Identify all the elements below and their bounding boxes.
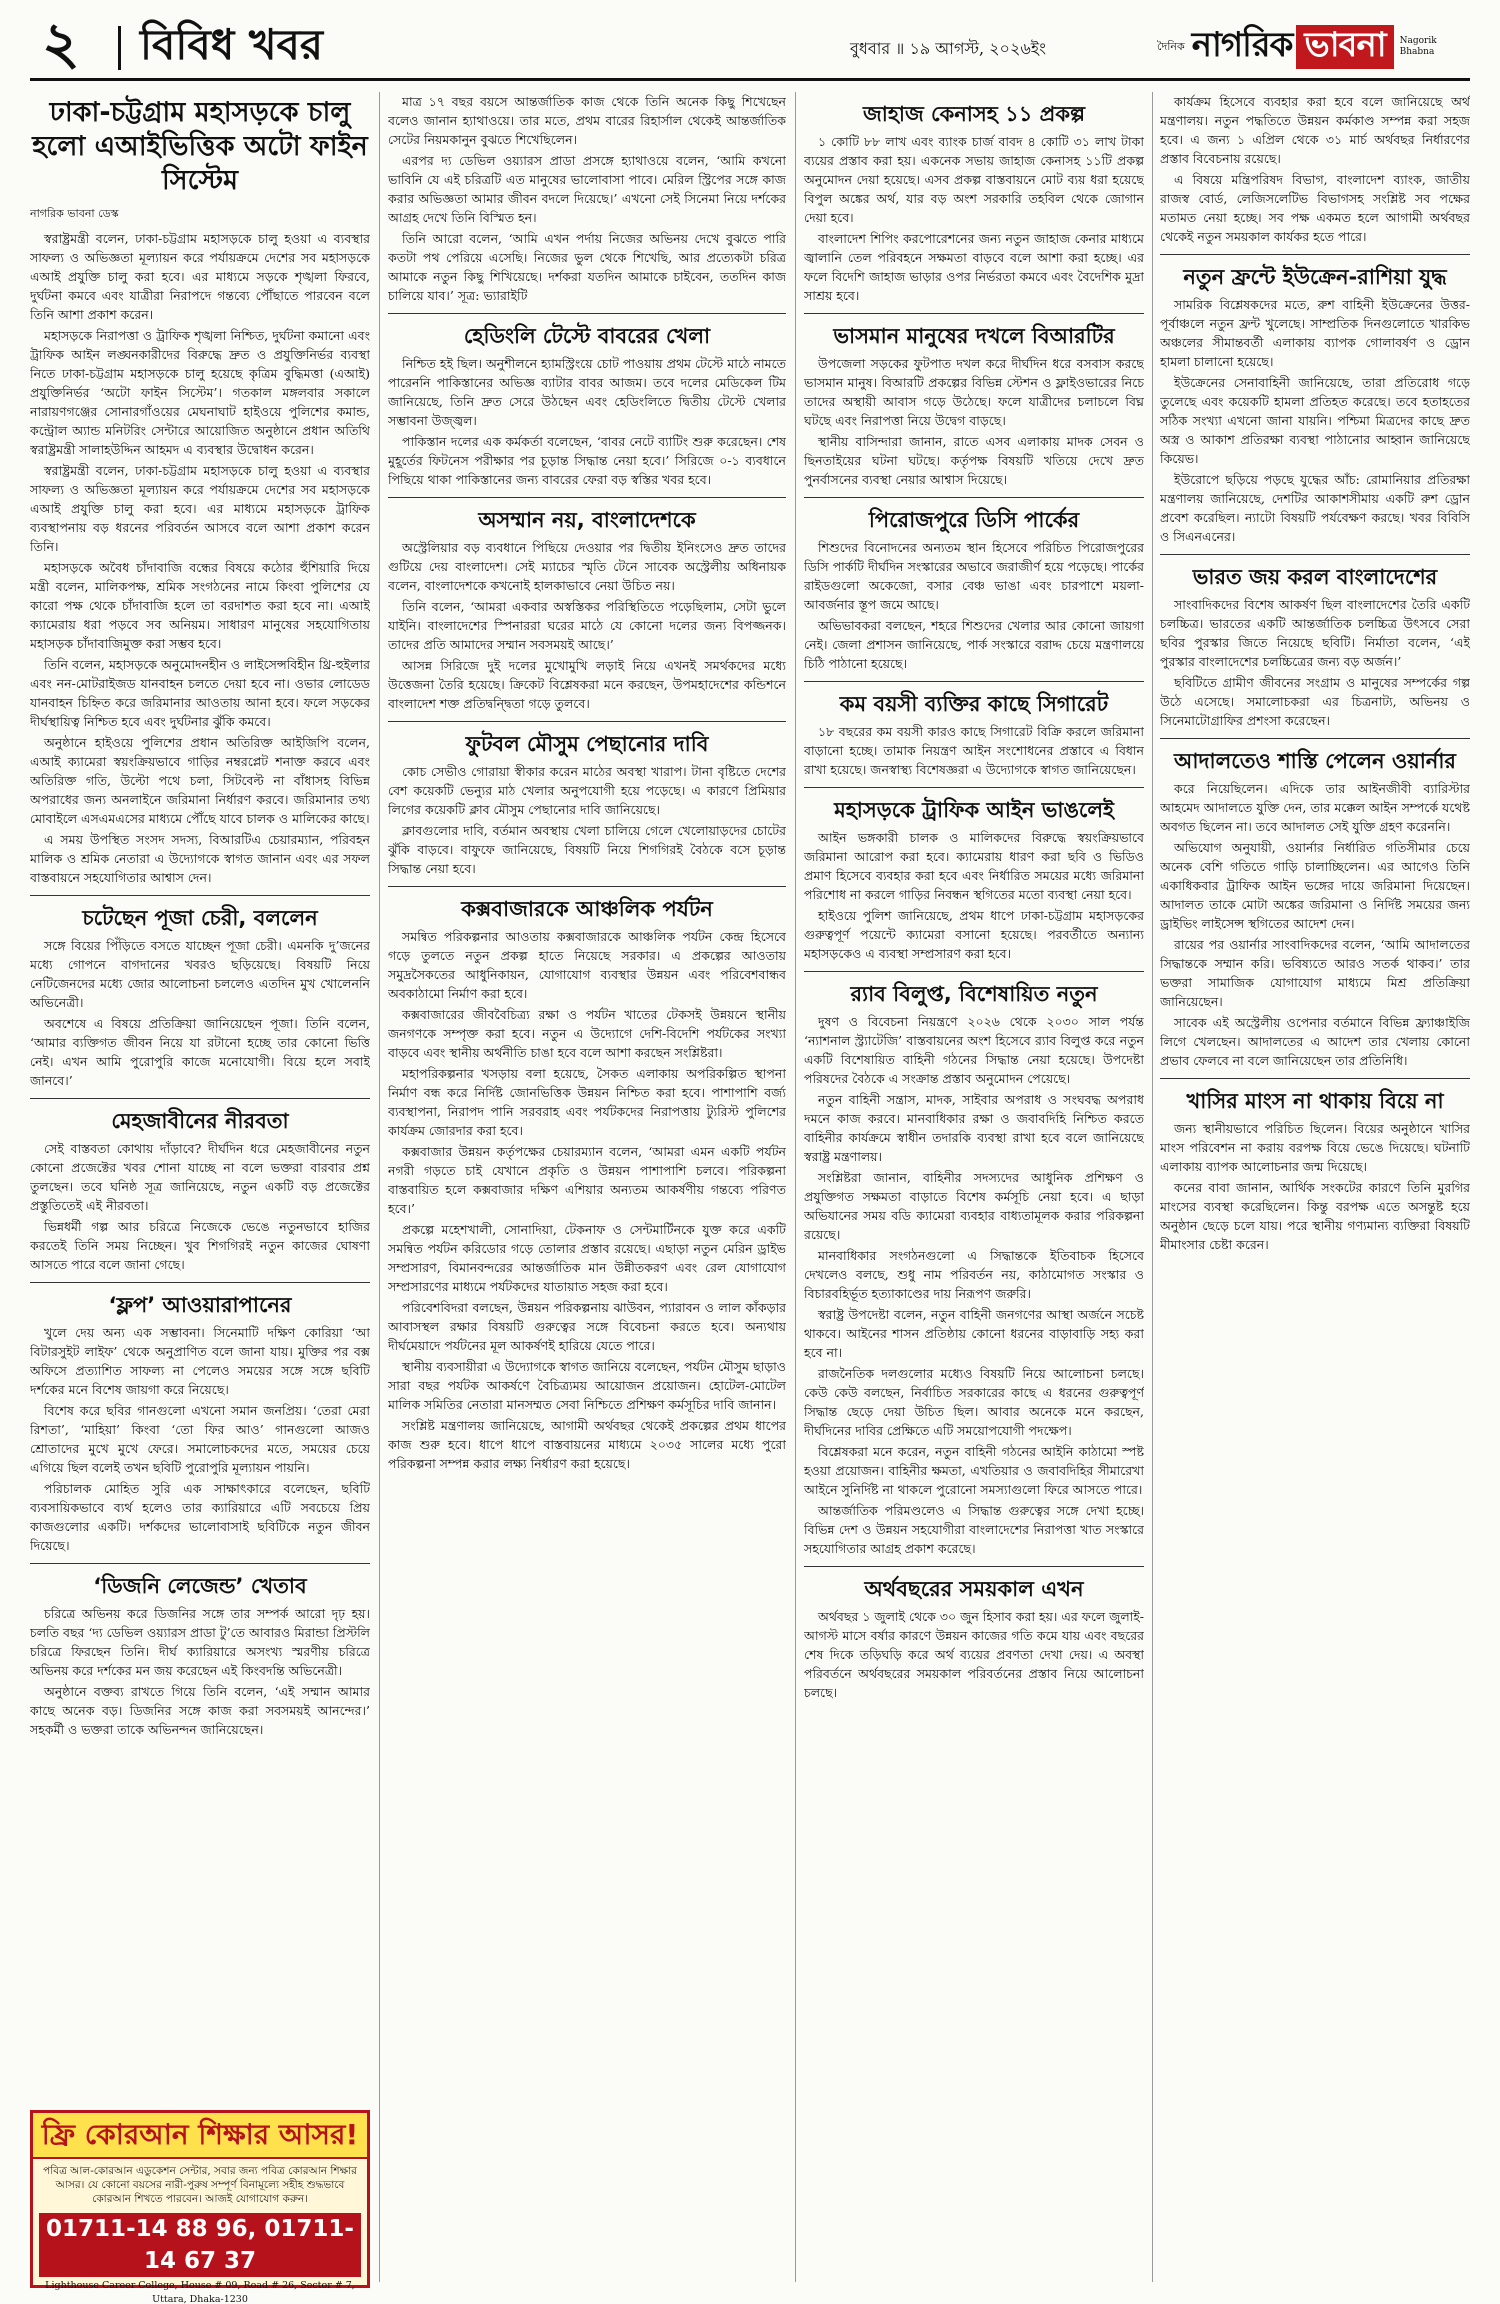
marriage-headline: খাসির মাংস না থাকায় বিয়ে না — [1186, 1089, 1444, 1113]
article-paragraph: দুষণ ও বিবেচনা নিয়ন্ত্রণে ২০২৬ থেকে ২০৩০ সাল পর্যন্ত ‘ন্যাশনাল স্ট্র্যাটেজি’ বাস্তবায়নের অংশ হিসেবে র‍্যাব বিলুপ্ত করে নতুন একটি বিশেষায়িত বাহিনী গঠনের সিদ্ধান্ত নেয়া হয়েছে। উপদেষ্টা পরিষদের বৈঠকে এ সংক্রান্ত প্রস্তাব অনুমোদন পেয়েছে। — [804, 1014, 1144, 1086]
article-paragraph: অভিভাবকরা বলছেন, শহরে শিশুদের খেলার আর কোনো জায়গা নেই। জেলা প্রশাসন জানিয়েছে, পার্ক সংস্কারে বরাদ্দ চেয়ে মন্ত্রণালয়ে চিঠি পাঠানো হয়েছে। — [804, 618, 1144, 671]
traffic-headline: মহাসড়কে ট্রাফিক আইন ভাঙলেই — [834, 798, 1114, 822]
column-1 — [30, 92, 370, 2282]
article-paragraph: আন্তর্জাতিক পরিমণ্ডলেও এ সিদ্ধান্ত গুরুত্বের সঙ্গে দেখা হচ্ছে। বিভিন্ন দেশ ও উন্নয়ন সহযোগীরা বাংলাদেশের নিরাপত্তা খাত সংস্কারে সহযোগিতার আগ্রহ প্রকাশ করেছে। — [804, 1503, 1144, 1556]
article-paragraph: স্বরাষ্ট্র উপদেষ্টা বলেন, নতুন বাহিনী জনগণের আস্থা অর্জনে সচেষ্ট থাকবে। আইনের শাসন প্রতিষ্ঠায় কোনো ধরনের বাড়াবাড়ি সহ্য করা হবে না। — [804, 1307, 1144, 1360]
ad-address: Lighthouse Career College, House # 09, Road # 26, Sector # 7, Uttara, Dhaka-1230 — [45, 2280, 355, 2304]
article-paragraph: আইন ভঙ্গকারী চালক ও মালিকদের বিরুদ্ধে স্বয়ংক্রিয়ভাবে জরিমানা আরোপ করা হবে। ক্যামেরায় ধারণ করা ছবি ও ভিডিও প্রমাণ হিসেবে ব্যবহার করা হবে এবং নির্ধারিত সময়ের মধ্যে জরিমানা পরিশোধ না করলে গাড়ির নিবন্ধন স্থগিতের মতো ব্যবস্থা নেয়া হবে। — [804, 830, 1144, 902]
logo-box-text: ভাবনা — [1296, 25, 1393, 69]
article-paragraph: তিনি আরো বলেন, ‘আমি এখন পর্দায় নিজের অভিনয় দেখে বুঝতে পারি কতটা পথ পেরিয়ে এসেছি। নিজের ভুল থেকে শিখেছি, আর প্রত্যেকটা চরিত্র আমাকে নতুন কিছু শিখিয়েছে। দর্শকরা যতদিন আমাকে চাইবেন, ততদিন কাজ চালিয়ে যাব।’ সূত্র: ভ্যারাইটি — [388, 231, 786, 303]
bhasman-headline: ভাসমান মানুষের দখলে বিআরটির — [833, 324, 1115, 348]
article-paragraph: জন্য স্থানীয়ভাবে পরিচিত ছিলেন। বিয়ের অনুষ্ঠানে খাসির মাংস পরিবেশন না করায় বরপক্ষ বিয়ে ভেঙে দিয়েছে। ঘটনাটি এলাকায় ব্যাপক আলোচনার জন্ম দিয়েছে। — [1160, 1121, 1470, 1174]
article-paragraph: ভিন্নধর্মী গল্প আর চরিত্রে নিজেকে ভেঙে নতুনভাবে হাজির করতেই তিনি সময় নিচ্ছেন। খুব শিগগিরই নতুন কাজের ঘোষণা আসতে পারে বলে জানা গেছে। — [30, 1219, 370, 1272]
lead-headline: ঢাকা-চট্টগ্রাম মহাসড়কে চালু হলো এআইভিত্তিক অটো ফাইন সিস্টেম — [32, 97, 368, 196]
cigarette-headline: কম বয়সী ব্যক্তির কাছে সিগারেট — [839, 692, 1109, 716]
article-paragraph: পরিচালক মোহিত সুরি এক সাক্ষাৎকারে বলেছেন, ছবিটি ব্যবসায়িকভাবে ব্যর্থ হলেও তার ক্যারিয়ারে এটি সবচেয়ে প্রিয় কাজগুলোর একটি। দর্শকদের ভালোবাসাই ছবিটিকে নতুন জীবন দিয়েছে। — [30, 1481, 370, 1553]
football-headline: ফুটবল মৌসুম পেছানোর দাবি — [465, 732, 709, 756]
article-paragraph: এরপর দ্য ডেভিল ওয়্যারস প্রাডা প্রসঙ্গে হ্যাথাওয়ে বলেন, ‘আমি কখনো ভাবিনি যে এই চরিত্রটি এত মানুষের ভালোবাসা পাবে। মেরিল স্ট্রিপের সঙ্গে কাজ করার অভিজ্ঞতা আমার জীবন বদলে দিয়েছে।’ এখনো সেই সিনেমা নিয়ে দর্শকের আগ্রহ দেখে তিনি বিস্মিত হন। — [388, 153, 786, 225]
coxsbazar-headline: কক্সবাজারকে আঞ্চলিক পর্যটন — [461, 897, 713, 921]
article-paragraph: ১৮ বছরের কম বয়সী কারও কাছে সিগারেট বিক্রি করলে জরিমানা বাড়ানো হচ্ছে। তামাক নিয়ন্ত্রণ আইন সংশোধনের প্রস্তাবে এ বিধান রাখা হয়েছে। জনস্বাস্থ্য বিশেষজ্ঞরা এ উদ্যোগকে স্বাগত জানিয়েছেন। — [804, 724, 1144, 777]
article-paragraph: কনের বাবা জানান, আর্থিক সংকটের কারণে তিনি মুরগির মাংসের ব্যবস্থা করেছিলেন। কিন্তু বরপক্ষ এতে অসন্তুষ্ট হয়ে অনুষ্ঠান ছেড়ে চলে যায়। পরে স্থানীয় গণ্যমান্য ব্যক্তিরা বিষয়টি মীমাংসার চেষ্টা করেন। — [1160, 1180, 1470, 1252]
article-paragraph: সামরিক বিশ্লেষকদের মতে, রুশ বাহিনী ইউক্রেনের উত্তর-পূর্বাঞ্চলে নতুন ফ্রন্ট খুলেছে। সাম্প্রতিক দিনগুলোতে খারকিভ অঞ্চলের সীমান্তবর্তী এলাকায় ব্যাপক গোলাবর্ষণ ও ড্রোন হামলা চালানো হয়েছে। — [1160, 297, 1470, 369]
article-separator — [804, 497, 1144, 498]
article-paragraph: অস্ট্রেলিয়ার বড় ব্যবধানে পিছিয়ে দেওয়ার পর দ্বিতীয় ইনিংসেও দ্রুত তাদের গুটিয়ে দেয় বাংলাদেশ। সেই ম্যাচের স্মৃতি টেনে সাবেক অস্ট্রেলীয় অধিনায়ক বলেন, বাংলাদেশকে কখনোই হালকাভাবে নেয়া উচিত নয়। — [388, 540, 786, 593]
article-paragraph: বিশ্লেষকরা মনে করেন, নতুন বাহিনী গঠনের আইনি কাঠামো স্পষ্ট হওয়া প্রয়োজন। বাহিনীর ক্ষমতা, এখতিয়ার ও জবাবদিহির সীমারেখা আইনে সুনির্দিষ্ট না থাকলে পুরোনো সমস্যাগুলো ফিরে আসতে পারে। — [804, 1444, 1144, 1497]
article-paragraph: ইউক্রেনের সেনাবাহিনী জানিয়েছে, তারা প্রতিরোধ গড়ে তুলেছে এবং কয়েকটি হামলা প্রতিহত করেছে। তবে হতাহতের সঠিক সংখ্যা এখনো জানা যায়নি। পশ্চিমা মিত্রদের কাছে দ্রুত অস্ত্র ও আকাশ প্রতিরক্ষা ব্যবস্থা পাঠানোর আহ্বান জানিয়েছে কিয়েভ। — [1160, 375, 1470, 466]
article-paragraph: বাংলাদেশ শিপিং করপোরেশনের জন্য নতুন জাহাজ কেনার মাধ্যমে জ্বালানি তেল পরিবহনে সক্ষমতা বাড়বে বলে আশা করা হচ্ছে। এর ফলে বিদেশি জাহাজ ভাড়ার ওপর নির্ভরতা কমবে এবং বৈদেশিক মুদ্রা সাশ্রয় হবে। — [804, 231, 1144, 303]
column-divider — [379, 92, 380, 2282]
article-paragraph: স্বরাষ্ট্রমন্ত্রী বলেন, ঢাকা-চট্টগ্রাম মহাসড়কে চালু হওয়া এ ব্যবস্থার সাফল্য ও অভিজ্ঞতা মূল্যায়ন করে পর্যায়ক্রমে দেশের সব মহাসড়কে এআই প্রযুক্তি চালু করা হবে। এর মাধ্যমে মহাসড়কে ট্রাফিক ব্যবস্থাপনায় বড় ধরনের পরিবর্তন আসবে বলে আশা প্রকাশ করেন তিনি। — [30, 463, 370, 554]
article-paragraph: কক্সবাজারের জীববৈচিত্র্য রক্ষা ও পর্যটন খাতের টেকসই উন্নয়নে স্থানীয় জনগণকে সম্পৃক্ত করা হবে। নতুন এ উদ্যোগে দেশি-বিদেশি পর্যটকের সংখ্যা বাড়বে এবং স্থানীয় অর্থনীতি চাঙা হবে বলে আশা করছেন সংশ্লিষ্টরা। — [388, 1007, 786, 1060]
column-divider — [1152, 92, 1153, 2282]
article-paragraph: আসন্ন সিরিজে দুই দলের মুখোমুখি লড়াই নিয়ে এখনই সমর্থকদের মধ্যে উত্তেজনা তৈরি হয়েছে। ক্রিকেট বিশ্লেষকরা মনে করছেন, উপমহাদেশের কন্ডিশনে বাংলাদেশ শক্ত প্রতিদ্বন্দ্বিতা গড়ে তুলবে। — [388, 658, 786, 711]
article-paragraph: ইউরোপে ছড়িয়ে পড়ছে যুদ্ধের আঁচ: রোমানিয়ার প্রতিরক্ষা মন্ত্রণালয় জানিয়েছে, দেশটির আকাশসীমায় একটি রুশ ড্রোন প্রবেশ করেছিল। ন্যাটো বিষয়টি পর্যবেক্ষণ করছে। খবর বিবিসি ও সিএনএনের। — [1160, 472, 1470, 544]
article-paragraph: ক্লাবগুলোর দাবি, বর্তমান অবস্থায় খেলা চালিয়ে গেলে খেলোয়াড়দের চোটের ঝুঁকি বাড়বে। বাফুফে জানিয়েছে, বিষয়টি নিয়ে শিগগিরই বৈঠকে বসে চূড়ান্ত সিদ্ধান্ত নেয়া হবে। — [388, 823, 786, 876]
article-paragraph: সাবেক এই অস্ট্রেলীয় ওপেনার বর্তমানে বিভিন্ন ফ্র্যাঞ্চাইজি লিগে খেলছেন। আদালতের এ আদেশ তার খেলায় কোনো প্রভাব ফেলবে না বলে জানিয়েছেন তার প্রতিনিধি। — [1160, 1015, 1470, 1068]
article-separator — [388, 721, 786, 722]
disney-headline: ‘ডিজনি লেজেন্ড’ খেতাব — [93, 1574, 307, 1598]
article-separator — [1160, 554, 1470, 555]
osomman-headline: অসম্মান নয়, বাংলাদেশকে — [478, 508, 696, 532]
article-paragraph: চরিত্রে অভিনয় করে ডিজনির সঙ্গে তার সম্পর্ক আরো দৃঢ় হয়। চলতি বছর ‘দ্য ডেভিল ওয়্যারস প্রাডা টু’তে আবারও মিরান্ডা প্রিস্টলি চরিত্রে ফিরছেন তিনি। দীর্ঘ ক্যারিয়ারে অসংখ্য স্মরণীয় চরিত্রে অভিনয় করে দর্শকের মন জয় করেছেন এই কিংবদন্তি অভিনেত্রী। — [30, 1606, 370, 1678]
article-separator — [804, 971, 1144, 972]
headingley-headline: হেডিংলি টেস্টে বাবরের খেলা — [463, 324, 711, 348]
article-paragraph: পাকিস্তান দলের এক কর্মকর্তা বলেছেন, ‘বাবর নেটে ব্যাটিং শুরু করেছেন। শেষ মুহূর্তের ফিটনেস পরীক্ষার পর চূড়ান্ত সিদ্ধান্ত নেয়া হবে।’ সিরিজে ০-১ ব্যবধানে পিছিয়ে থাকা পাকিস্তানের জন্য বাবরের ফেরা বড় স্বস্তির খবর হবে। — [388, 434, 786, 487]
article-paragraph: সেই বাস্তবতা কোথায় দাঁড়াবে? দীর্ঘদিন ধরে মেহজাবীনের নতুন কোনো প্রজেক্টের খবর শোনা যাচ্ছে না বলে ভক্তরা বারবার প্রশ্ন তুলছেন। তবে ঘনিষ্ঠ সূত্র জানিয়েছে, নতুন একটি বড় প্রজেক্টের প্রস্তুতিতেই এই নীরবতা। — [30, 1141, 370, 1213]
article-paragraph: অনুষ্ঠানে হাইওয়ে পুলিশের প্রধান অতিরিক্ত আইজিপি বলেন, এআই ক্যামেরা স্বয়ংক্রিয়ভাবে গাড়ির নম্বরপ্লেট শনাক্ত করবে এবং অতিরিক্ত গতি, উল্টো পথে চলা, সিটবেল্ট না বাঁধাসহ বিভিন্ন অপরাধের জন্য অনলাইনে জরিমানা নির্ধারণ করবে। জরিমানার তথ্য মোবাইলে এসএমএসের মাধ্যমে পৌঁছে যাবে চালক ও মালিকের কাছে। — [30, 735, 370, 826]
article-separator — [30, 1563, 370, 1564]
logo-main-text: নাগরিক — [1191, 24, 1293, 65]
ad-body: পবিত্র আল-কোরআন এডুকেশন সেন্টার, সবার জন্য পবিত্র কোরআন শিক্ষার আসর। যে কোনো বয়সের নারী-পুরুষ সম্পূর্ণ বিনামূল্যে সহীহ শুদ্ধভাবে কোরআন শিখতে পারবেন। আজই যোগাযোগ করুন। — [43, 2165, 357, 2205]
article-separator — [1160, 1078, 1470, 1079]
article-paragraph: তিনি বলেন, মহাসড়কে অনুমোদনহীন ও লাইসেন্সবিহীন থ্রি-হুইলার এবং নন-মোটরাইজড যানবাহন চলতে দেয়া হবে না। ওভার লোডেড যানবাহন চিহ্নিত করে জরিমানার আওতায় আনা হবে। ফলে সড়কের দীর্ঘস্থায়িত্ব নিশ্চিত হবে এবং দুর্ঘটনার ঝুঁকি কমবে। — [30, 657, 370, 729]
article-paragraph: স্থানীয় ব্যবসায়ীরা এ উদ্যোগকে স্বাগত জানিয়ে বলেছেন, পর্যটন মৌসুম ছাড়াও সারা বছর পর্যটক আকর্ষণে বৈচিত্র্যময় আয়োজন প্রয়োজন। হোটেল-মোটেল মালিক সমিতির নেতারা মানসম্মত সেবা নিশ্চিতে প্রশিক্ষণ কর্মসূচির দাবি জানান। — [388, 1359, 786, 1412]
article-paragraph: কার্যক্রম হিসেবে ব্যবহার করা হবে বলে জানিয়েছে অর্থ মন্ত্রণালয়। নতুন পদ্ধতিতে উন্নয়ন কর্মকাণ্ড সম্পন্ন করা সহজ হবে। এ জন্য ১ এপ্রিল থেকে ৩১ মার্চ অর্থবছর নির্ধারণের প্রস্তাব বিবেচনায় রয়েছে। — [1160, 94, 1470, 166]
article-paragraph: পরিবেশবিদরা বলছেন, উন্নয়ন পরিকল্পনায় ঝাউবন, প্যারাবন ও লাল কাঁকড়ার আবাসস্থল রক্ষার বিষয়টি গুরুত্বের সঙ্গে বিবেচনা করতে হবে। অন্যথায় দীর্ঘমেয়াদে পর্যটনের মূল আকর্ষণই হারিয়ে যেতে পারে। — [388, 1300, 786, 1353]
article-separator — [388, 497, 786, 498]
article-paragraph: মাত্র ১৭ বছর বয়সে আন্তর্জাতিক কাজ থেকে তিনি অনেক কিছু শিখেছেন বলেও জানান হ্যাথাওয়ে। তার মতে, প্রথম বারের রিহার্সাল থেকেই আন্তর্জাতিক সেটের নিয়মকানুন বুঝতে শিখেছিলেন। — [388, 94, 786, 147]
warner-headline: আদালতেও শাস্তি পেলেন ওয়ার্নার — [1174, 749, 1456, 773]
article-paragraph: কোচ সেভীও গোরায়া স্বীকার করেন মাঠের অবস্থা খারাপ। টানা বৃষ্টিতে দেশের বেশ কয়েকটি ভেন্যুর মাঠ খেলার অনুপযোগী হয়ে পড়েছে। এ কারণে প্রিমিয়ার লিগের কয়েকটি ক্লাব মৌসুম পেছানোর দাবি জানিয়েছে। — [388, 764, 786, 817]
article-paragraph: ১ কোটি ৮৮ লাখ এবং ব্যাংক চার্জ বাবদ ৪ কোটি ৩১ লাখ টাকা ব্যয়ের প্রস্তাব করা হয়। একনেক সভায় জাহাজ কেনাসহ ১১টি প্রকল্প অনুমোদন দেয়া হয়েছে। এসব প্রকল্প বাস্তবায়নে মোট ব্যয় ধরা হয়েছে বিপুল অঙ্কের অর্থ, যার বড় অংশ সরকারি তহবিল থেকে জোগান দেয়া হবে। — [804, 134, 1144, 225]
ad-title: ফ্রি কোরআন শিক্ষার আসর! — [33, 2113, 367, 2159]
article-paragraph: ছবিটিতে গ্রামীণ জীবনের সংগ্রাম ও মানুষের সম্পর্কের গল্প উঠে এসেছে। সমালোচকরা এর চিত্রনাট্য, অভিনয় ও সিনেমাটোগ্রাফির প্রশংসা করেছেন। — [1160, 675, 1470, 728]
article-paragraph: সমন্বিত পরিকল্পনার আওতায় কক্সবাজারকে আঞ্চলিক পর্যটন কেন্দ্র হিসেবে গড়ে তুলতে নতুন প্রকল্প হাতে নিয়েছে সরকার। এ প্রকল্পের আওতায় সমুদ্রসৈকতের আধুনিকায়ন, যোগাযোগ ব্যবস্থার উন্নয়ন এবং পরিবেশবান্ধব অবকাঠামো নির্মাণ করা হবে। — [388, 929, 786, 1001]
puja-headline: চটেছেন পূজা চেরী, বললেন — [82, 906, 318, 930]
article-paragraph: মহাপরিকল্পনার খসড়ায় বলা হয়েছে, সৈকত এলাকায় অপরিকল্পিত স্থাপনা নির্মাণ বন্ধ করে নির্দিষ্ট জোনভিত্তিক উন্নয়ন নিশ্চিত করা হবে। পাশাপাশি বর্জ্য ব্যবস্থাপনা, নিরাপদ পানি সরবরাহ এবং পর্যটকদের নিরাপত্তায় ট্যুরিস্ট পুলিশের কার্যক্রম জোরদার করা হবে। — [388, 1066, 786, 1138]
article-paragraph: মহাসড়কে নিরাপত্তা ও ট্রাফিক শৃঙ্খলা নিশ্চিত, দুর্ঘটনা কমানো এবং ট্রাফিক আইন লঙ্ঘনকারীদের বিরুদ্ধে দ্রুত ও প্রযুক্তিনির্ভর ব্যবস্থা নিতে ঢাকা-চট্টগ্রাম মহাসড়কে চালু হয়েছে কৃত্রিম বুদ্ধিমত্তা (এআই) প্রযুক্তিনির্ভর ‘অটো ফাইন সিস্টেম’। গতকাল মঙ্গলবার সকালে নারায়ণগঞ্জের সোনারগাঁওয়ের মেঘনাঘাট হাইওয়ে পুলিশের কমান্ড, কন্ট্রোল অ্যান্ড মনিটরিং সেন্টারে আয়োজিত অনুষ্ঠানে প্রধান অতিথি স্বরাষ্ট্রমন্ত্রী সালাহউদ্দিন আহমদ এ ব্যবস্থার উদ্বোধন করেন। — [30, 328, 370, 457]
article-paragraph: রাজনৈতিক দলগুলোর মধ্যেও বিষয়টি নিয়ে আলোচনা চলছে। কেউ কেউ বলছেন, নির্বাচিত সরকারের কাছে এ ধরনের গুরুত্বপূর্ণ সিদ্ধান্ত ছেড়ে দেয়া উচিত ছিল। আবার অনেকে মনে করছেন, দীর্ঘদিনের দাবির প্রেক্ষিতে এটি সময়োপযোগী পদক্ষেপ। — [804, 1366, 1144, 1438]
jahaj-headline: জাহাজ কেনাসহ ১১ প্রকল্প — [862, 102, 1086, 126]
logo-small-text: দৈনিক — [1157, 40, 1185, 53]
dc-park-headline: পিরোজপুরে ডিসি পার্কের — [868, 508, 1080, 532]
article-paragraph: তিনি বলেন, ‘আমরা একবার অস্বস্তিকর পরিস্থিতিতে পড়েছিলাম, সেটা ভুলে যাইনি। বাংলাদেশের স্পিনাররা ঘরের মাঠে যে কোনো দলের জন্য বিপজ্জনক। তাদের প্রতি আমাদের সম্মান সবসময়ই আছে।’ — [388, 599, 786, 652]
ukraine-russia-headline: নতুন ফ্রন্টে ইউক্রেন-রাশিয়া যুদ্ধ — [1183, 265, 1447, 289]
column-3 — [804, 92, 1144, 2282]
fiscal-year-headline: অর্থবছরের সময়কাল এখন — [864, 1577, 1084, 1601]
column-2 — [388, 92, 786, 2282]
article-paragraph: অর্থবছর ১ জুলাই থেকে ৩০ জুন হিসাব করা হয়। এর ফলে জুলাই-আগস্ট মাসে বর্ষার কারণে উন্নয়ন কাজের গতি কমে যায় এবং বছরের শেষ দিকে তড়িঘড়ি করে অর্থ ব্যয়ের প্রবণতা দেখা দেয়। এ অবস্থা পরিবর্তনে অর্থবছরের সময়কাল পরিবর্তনের প্রস্তাব নিয়ে আলোচনা চলছে। — [804, 1609, 1144, 1700]
article-paragraph: অভিযোগ অনুযায়ী, ওয়ার্নার নির্ধারিত গতিসীমার চেয়ে অনেক বেশি গতিতে গাড়ি চালাচ্ছিলেন। এর আগেও তিনি একাধিকবার ট্রাফিক আইন ভঙ্গের দায়ে জরিমানা দিয়েছেন। আদালত তাকে মোটা অঙ্কের জরিমানা ও নির্দিষ্ট সময়ের জন্য ড্রাইভিং লাইসেন্স স্থগিতের আদেশ দেন। — [1160, 840, 1470, 931]
article-paragraph: মানবাধিকার সংগঠনগুলো এ সিদ্ধান্তকে ইতিবাচক হিসেবে দেখলেও বলছে, শুধু নাম পরিবর্তন নয়, কাঠামোগত সংস্কার ও বিচারবহির্ভূত হত্যাকাণ্ডের দায় নিরূপণ জরুরি। — [804, 1248, 1144, 1301]
article-separator — [30, 1098, 370, 1099]
mehajabin-headline: মেহজাবীনের নীরবতা — [111, 1109, 289, 1133]
newspaper-logo — [1150, 22, 1466, 72]
article-separator — [1160, 738, 1470, 739]
article-paragraph: সাংবাদিকদের বিশেষ আকর্ষণ ছিল বাংলাদেশের তৈরি একটি চলচ্চিত্র। ভারতের একটি আন্তর্জাতিক চলচ্চিত্র উৎসবে সেরা ছবির পুরস্কার জিতে নিয়েছে ছবিটি। নির্মাতা বলেন, ‘এই পুরস্কার বাংলাদেশের চলচ্চিত্রের জন্য বড় অর্জন।’ — [1160, 597, 1470, 669]
article-separator — [388, 313, 786, 314]
column-divider — [795, 92, 796, 2282]
article-paragraph: খুলে দেয় অন্য এক সম্ভাবনা। সিনেমাটি দক্ষিণ কোরিয়া ‘আ বিটারসুইট লাইফ’ থেকে অনুপ্রাণিত বলে জানা যায়। মুক্তির পর বক্স অফিসে প্রত্যাশিত সাফল্য না পেলেও সময়ের সঙ্গে সঙ্গে ছবিটি দর্শকের মনে বিশেষ জায়গা করে নিয়েছে। — [30, 1325, 370, 1397]
quran-class-advertisement[interactable] — [30, 2110, 370, 2304]
article-paragraph: সংশ্লিষ্টরা জানান, বাহিনীর সদস্যদের আধুনিক প্রশিক্ষণ ও প্রযুক্তিগত সক্ষমতা বাড়াতে বিশেষ কর্মসূচি নেয়া হবে। এ ছাড়া অভিযানের সময় বডি ক্যামেরা ব্যবহার বাধ্যতামূলক করার পরিকল্পনা রয়েছে। — [804, 1170, 1144, 1242]
article-paragraph: সঙ্গে বিয়ের পিঁড়িতে বসতে যাচ্ছেন পূজা চেরী। এমনকি দু’জনের মধ্যে গোপনে বাগদানের খবরও ছড়িয়েছে। বিষয়টি নিয়ে নেটিজেনদের মধ্যে জোর আলোচনা চললেও এতদিন মুখ খোলেননি অভিনেত্রী। — [30, 938, 370, 1010]
article-paragraph: সংশ্লিষ্ট মন্ত্রণালয় জানিয়েছে, আগামী অর্থবছর থেকেই প্রকল্পের প্রথম ধাপের কাজ শুরু হবে। ধাপে ধাপে বাস্তবায়নের মাধ্যমে ২০৩৫ সালের মধ্যে পুরো পরিকল্পনা সম্পন্ন করার লক্ষ্য নির্ধারণ করা হয়েছে। — [388, 1418, 786, 1471]
issue-date: বুধবার ॥ ১৯ আগস্ট, ২০২৬ইং — [850, 39, 1046, 58]
article-paragraph: এ বিষয়ে মন্ত্রিপরিষদ বিভাগ, বাংলাদেশ ব্যাংক, জাতীয় রাজস্ব বোর্ড, লেজিসলেটিভ বিভাগসহ সংশ্লিষ্ট সব পক্ষের মতামত নেয়া হচ্ছে। সব পক্ষ একমত হলে আগামী অর্থবছর থেকেই নতুন সময়কাল কার্যকর হতে পারে। — [1160, 172, 1470, 244]
article-paragraph: স্বরাষ্ট্রমন্ত্রী বলেন, ঢাকা-চট্টগ্রাম মহাসড়কে চালু হওয়া এ ব্যবস্থার সাফল্য ও অভিজ্ঞতা মূল্যায়ন করে পর্যায়ক্রমে দেশের সব মহাসড়কে এআই প্রযুক্তি চালু করা হবে। এর মাধ্যমে সড়কে শৃঙ্খলা ফিরবে, দুর্ঘটনা কমবে এবং যাত্রীরা নিরাপদে গন্তব্যে পৌঁছাতে পারবেন বলে তিনি আশা প্রকাশ করেন। — [30, 231, 370, 322]
masthead-rule — [30, 78, 1470, 81]
article-paragraph: উপজেলা সড়কের ফুটপাত দখল করে দীর্ঘদিন ধরে বসবাস করছে ভাসমান মানুষ। বিআরটি প্রকল্পের বিভিন্ন স্টেশন ও ফ্লাইওভারের নিচে তাদের অস্থায়ী আবাস গড়ে উঠেছে। ফলে যাত্রীদের চলাচলে বিঘ্ন ঘটছে এবং নিরাপত্তা নিয়ে উদ্বেগ বাড়ছে। — [804, 356, 1144, 428]
article-separator — [1160, 254, 1470, 255]
article-paragraph: রায়ের পর ওয়ার্নার সাংবাদিকদের বলেন, ‘আমি আদালতের সিদ্ধান্তকে সম্মান করি। ভবিষ্যতে আরও সতর্ক থাকব।’ তার ভক্তরা সামাজিক যোগাযোগ মাধ্যমে মিশ্র প্রতিক্রিয়া জানিয়েছেন। — [1160, 937, 1470, 1009]
rab-headline: র‍্যাব বিলুপ্ত, বিশেষায়িত নতুন — [850, 982, 1098, 1006]
article-paragraph: নিশ্চিত হই ছিল। অনুশীলনে হ্যামস্ট্রিংয়ে চোট পাওয়ায় প্রথম টেস্টে মাঠে নামতে পারেননি পাকিস্তানের অভিজ্ঞ ব্যাটার বাবর আজম। তবে দলের মেডিকেল টিম জানিয়েছে, তিনি দ্রুত সেরে উঠছেন এবং হেডিংলিতে দ্বিতীয় টেস্টে খেলার সম্ভাবনা উজ্জ্বল। — [388, 356, 786, 428]
lead-byline: নাগরিক ভাবনা ডেস্ক — [30, 207, 119, 220]
flop-headline: ‘ফ্লপ’ আওয়ারাপানের — [108, 1293, 292, 1317]
lead-article-body — [30, 229, 370, 887]
article-separator — [804, 787, 1144, 788]
article-separator — [30, 1282, 370, 1283]
article-paragraph: অনুষ্ঠানে বক্তব্য রাখতে গিয়ে তিনি বলেন, ‘এই সম্মান আমার কাছে অনেক বড়। ডিজনির সঙ্গে কাজ করা সবসময়ই আনন্দের।’ সহকর্মী ও ভক্তরা তাকে অভিনন্দন জানিয়েছেন। — [30, 1684, 370, 1737]
article-separator — [804, 681, 1144, 682]
article-paragraph: মহাসড়কে অবৈধ চাঁদাবাজি বন্ধের বিষয়ে কঠোর হুঁশিয়ারি দিয়ে মন্ত্রী বলেন, মালিকপক্ষ, শ্রমিক সংগঠনের নামে কিংবা পুলিশের যে কারো পক্ষ থেকে চাঁদাবাজি হলে তা বরদাশত করা হবে না। এআই ক্যামেরায় ধরা পড়বে সব অনিয়ম। সাধারণ মানুষের সহযোগিতায় মহাসড়ক চাঁদাবাজিমুক্ত করা সম্ভব হবে। — [30, 560, 370, 651]
ad-phone-numbers[interactable]: 01711-14 88 96, 01711-14 67 37 — [39, 2213, 361, 2277]
section-title: বিবিধ খবর — [140, 20, 324, 69]
article-paragraph: নতুন বাহিনী সন্ত্রাস, মাদক, সাইবার অপরাধ ও সংঘবদ্ধ অপরাধ দমনে কাজ করবে। মানবাধিকার রক্ষা ও জবাবদিহি নিশ্চিত করতে বাহিনীর কার্যক্রমে স্বাধীন তদারকি ব্যবস্থা রাখা হবে বলে জানিয়েছে স্বরাষ্ট্র মন্ত্রণালয়। — [804, 1092, 1144, 1164]
article-paragraph: স্থানীয় বাসিন্দারা জানান, রাতে এসব এলাকায় মাদক সেবন ও ছিনতাইয়ের ঘটনা ঘটছে। কর্তৃপক্ষ বিষয়টি খতিয়ে দেখে দ্রুত পুনর্বাসনের ব্যবস্থা নেয়ার আশ্বাস দিয়েছে। — [804, 434, 1144, 487]
article-paragraph: করে নিয়েছিলেন। এদিকে তার আইনজীবী ব্যারিস্টার আহমেদ আদালতে যুক্তি দেন, তার মক্কেল আইন সম্পর্কে যথেষ্ট অবগত ছিলেন না। তবে আদালত সেই যুক্তি গ্রহণ করেননি। — [1160, 781, 1470, 834]
article-paragraph: প্রকল্পে মহেশখালী, সোনাদিয়া, টেকনাফ ও সেন্টমার্টিনকে যুক্ত করে একটি সমন্বিত পর্যটন করিডোর গড়ে তোলার প্রস্তাব রয়েছে। এছাড়া নতুন মেরিন ড্রাইভ সম্প্রসারণ, বিমানবন্দরের আন্তর্জাতিক মান উন্নীতকরণ এবং রেল যোগাযোগ সম্প্রসারণের মাধ্যমে পর্যটকদের যাতায়াত সহজ করা হবে। — [388, 1222, 786, 1294]
column-4 — [1160, 92, 1470, 2282]
page-number: ২ — [42, 9, 80, 77]
article-paragraph: কক্সবাজার উন্নয়ন কর্তৃপক্ষের চেয়ারম্যান বলেন, ‘আমরা এমন একটি পর্যটন নগরী গড়তে চাই যেখানে প্রকৃতি ও উন্নয়ন পাশাপাশি চলবে। পরিকল্পনা বাস্তবায়িত হলে কক্সবাজার দক্ষিণ এশিয়ার অন্যতম আকর্ষণীয় গন্তব্যে পরিণত হবে।’ — [388, 1144, 786, 1216]
article-paragraph: বিশেষ করে ছবির গানগুলো এখনো সমান জনপ্রিয়। ‘তেরা মেরা রিশতা’, ‘মাহিয়া’ কিংবা ‘তো ফির আও’ গানগুলো আজও শ্রোতাদের মুখে মুখে ফেরে। সমালোচকদের মতে, সময়ের চেয়ে এগিয়ে ছিল বলেই তখন ছবিটি পুরোপুরি মূল্যায়ন পায়নি। — [30, 1403, 370, 1475]
article-paragraph: শিশুদের বিনোদনের অন্যতম স্থান হিসেবে পরিচিত পিরোজপুরের ডিসি পার্কটি দীর্ঘদিন সংস্কারের অভাবে জরাজীর্ণ হয়ে পড়েছে। পার্কের রাইডগুলো অকেজো, বসার বেঞ্চ ভাঙা এবং চারপাশে ময়লা-আবর্জনার স্তূপ জমে আছে। — [804, 540, 1144, 612]
india-headline: ভারত জয় করল বাংলাদেশের — [1192, 565, 1438, 589]
article-paragraph: এ সময় উপস্থিত সংসদ সদস্য, বিআরটিএ চেয়ারম্যান, পরিবহন মালিক ও শ্রমিক নেতারা এ উদ্যোগকে স্বাগত জানান এবং এর সফল বাস্তবায়নে সহযোগিতার আশ্বাস দেন। — [30, 832, 370, 885]
article-separator — [804, 313, 1144, 314]
article-separator — [30, 895, 370, 896]
article-paragraph: হাইওয়ে পুলিশ জানিয়েছে, প্রথম ধাপে ঢাকা-চট্টগ্রাম মহাসড়কের গুরুত্বপূর্ণ পয়েন্টে ক্যামেরা বসানো হয়েছে। পরবর্তীতে অন্যান্য মহাসড়কেও এ ব্যবস্থা সম্প্রসারণ করা হবে। — [804, 908, 1144, 961]
masthead — [30, 9, 1470, 77]
article-separator — [804, 1566, 1144, 1567]
masthead-divider — [118, 26, 121, 70]
logo-tagline: Nagorik Bhabna — [1399, 36, 1437, 57]
article-paragraph: অবশেষে এ বিষয়ে প্রতিক্রিয়া জানিয়েছেন পূজা। তিনি বলেন, ‘আমার ব্যক্তিগত জীবন নিয়ে যা রটানো হচ্ছে তার কোনো ভিত্তি নেই। এখন আমি পুরোপুরি কাজে মনোযোগী। বিয়ে হলে সবাই জানবে।’ — [30, 1016, 370, 1088]
article-separator — [388, 886, 786, 887]
